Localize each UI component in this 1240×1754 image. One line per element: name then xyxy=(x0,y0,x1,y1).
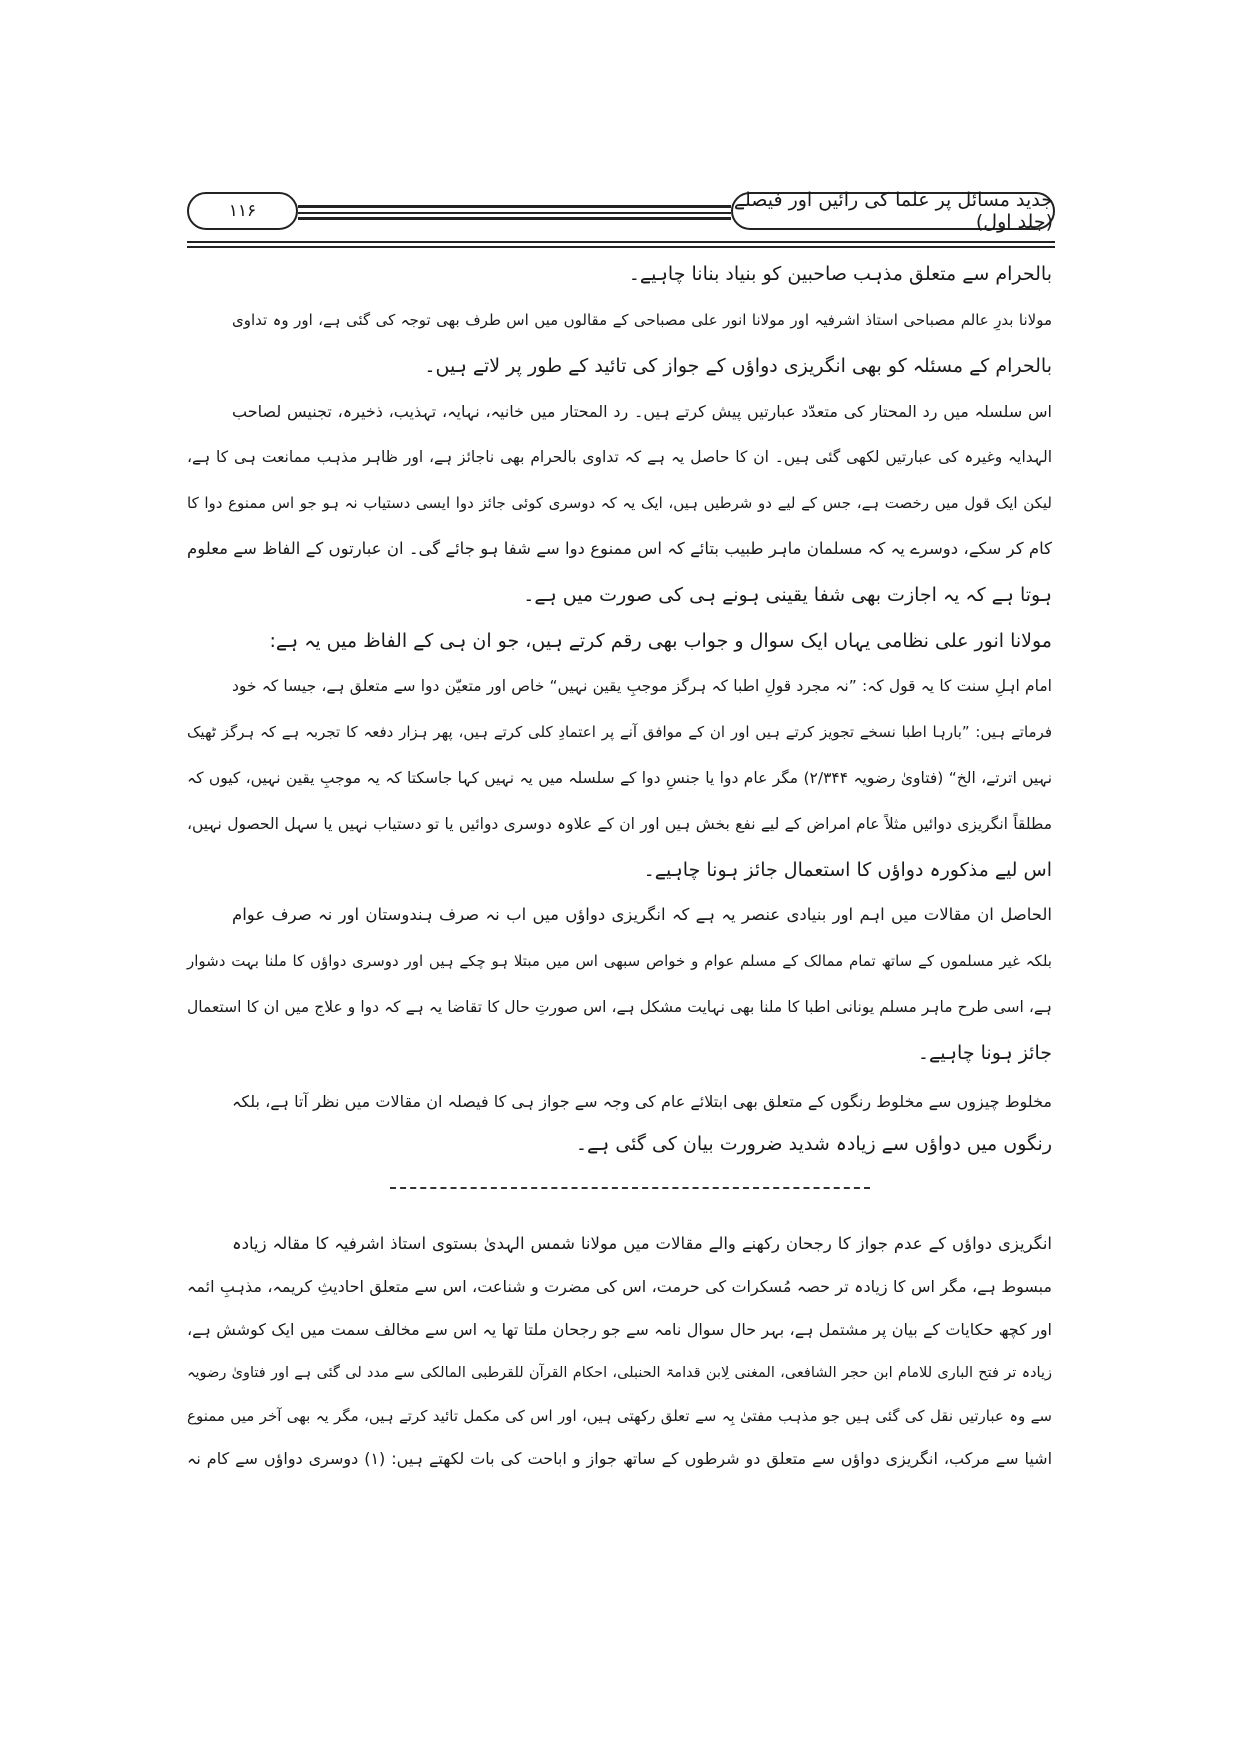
paragraph-first-line: اس سلسلہ میں رد المحتار کی متعدّد عبارتیں پیش کرتے ہیں۔ رد المحتار میں خانیہ، نہایہ، تہذیب، ذخیرہ، تجنیس لصاحب xyxy=(232,402,1052,421)
text-line: بالحرام کے مسئلہ کو بھی انگریزی دواؤں کے جواز کی تائید کے طور پر لاتے ہیں۔ xyxy=(424,355,1052,377)
paragraph-first-line: مخلوط چیزوں سے مخلوط رنگوں کے متعلق بھی ابتلائے عام کی وجہ سے جواز ہی کا فیصلہ ان مقالات میں نظر آتا ہے، بلکہ xyxy=(232,1092,1052,1111)
header-underline xyxy=(187,241,1055,243)
text-line: زیادہ تر فتح الباری للامام ابن حجر الشافعی، المغنی لِابن قدامۃ الحنبلی، احکام القرآن للقرطبی المالکی سے مدد لی گئی ہے اور فتاویٰ رضویہ xyxy=(187,1365,1052,1381)
paragraph-first-line: امام اہلِ سنت کا یہ قول کہ: ”نہ مجرد قولِ اطبا کہ ہرگز موجبِ یقین نہیں“ خاص اور متعیّن دوا سے متعلق ہے، جیسا کہ خود xyxy=(232,677,1052,695)
text-line: اس لیے مذکورہ دواؤں کا استعمال جائز ہونا چاہیے۔ xyxy=(643,859,1052,881)
text-line: ہوتا ہے کہ یہ اجازت بھی شفا یقینی ہونے ہی کی صورت میں ہے۔ xyxy=(523,584,1052,606)
page-number: ۱۱۶ xyxy=(187,192,298,230)
paragraph-first-line: انگریزی دواؤں کے عدم جواز کا رجحان رکھنے والے مقالات میں مولانا شمس الہدیٰ بستوی استاذ اشرفیہ کا مقالہ زیادہ xyxy=(232,1234,1052,1253)
header-rule xyxy=(298,205,731,208)
section-divider xyxy=(390,1187,870,1189)
text-line: فرماتے ہیں: ”بارہا اطبا نسخے تجویز کرتے ہیں اور ان کے موافق آنے پر اعتمادِ کلی کرتے ہیں، پھر ہزار دفعہ کا تجربہ ہے کہ ہرگز ٹھیک xyxy=(187,723,1052,741)
paragraph-first-line: مولانا انور علی نظامی یہاں ایک سوال و جواب بھی رقم کرتے ہیں، جو ان ہی کے الفاظ میں یہ ہے: xyxy=(269,630,1052,652)
running-title: جدید مسائل پر علما کی رائیں اور فیصلے (جلد اول) xyxy=(731,192,1055,230)
text-line: اشیا سے مرکب، انگریزی دواؤں سے متعلق دو شرطوں کے ساتھ جواز و اباحت کی بات لکھتے ہیں: (۱) دوسری دواؤں سے کام نہ xyxy=(187,1449,1053,1468)
text-line: سے وہ عبارتیں نقل کی گئی ہیں جو مذہب مفتیٰ بِہ سے تعلق رکھتی ہیں، اور اس کی مکمل تائید کرتے ہیں، مگر یہ بھی آخر میں ممنوع xyxy=(187,1407,1052,1425)
text-line: رنگوں میں دواؤں سے زیادہ شدید ضرورت بیان کی گئی ہے۔ xyxy=(575,1133,1052,1155)
text-line: نہیں اترتے، الخ“ (فتاویٰ رضویہ ۲/۳۴۴) مگر عام دوا یا جنسِ دوا کے سلسلہ میں یہ نہیں کہا جاسکتا کہ یہ موجبِ یقین نہیں، کیوں کہ xyxy=(187,769,1053,787)
text-line: الہدایہ وغیرہ کی عبارتیں لکھی گئی ہیں۔ ان کا حاصل یہ ہے کہ تداوی بالحرام بھی ناجائز ہے، اور ظاہر مذہب ممانعت ہی کا ہے، xyxy=(187,448,1052,466)
text-line: جائز ہونا چاہیے۔ xyxy=(917,1042,1052,1064)
text-line: کام کر سکے، دوسرے یہ کہ مسلمان ماہر طبیب بتائے کہ اس ممنوع دوا سے شفا ہو جائے گی۔ ان عبارتوں کے الفاظ سے معلوم xyxy=(187,539,1052,558)
text-line: اور کچھ حکایات کے بیان پر مشتمل ہے، بہر حال سوال نامہ سے جو رجحان ملتا تھا یہ اس سے مخالف سمت میں ایک کوشش ہے، xyxy=(187,1320,1052,1339)
text-line: مطلقاً انگریزی دوائیں مثلاً عام امراض کے لیے نفع بخش ہیں اور ان کے علاوہ دوسری دوائیں یا تو دستیاب نہیں یا سہل الحصول نہیں، xyxy=(187,815,1052,833)
header-rule xyxy=(298,212,731,214)
text-line: ہے، اسی طرح ماہر مسلم یونانی اطبا کا ملنا بھی نہایت مشکل ہے، اس صورتِ حال کا تقاضا یہ ہے کہ دوا و علاج میں ان کا استعمال xyxy=(187,998,1052,1016)
text-line: لیکن ایک قول میں رخصت ہے، جس کے لیے دو شرطیں ہیں، ایک یہ کہ دوسری کوئی جائز دوا ایسی دستیاب نہ ہو جو اس ممنوع دوا کا xyxy=(187,494,1052,512)
text-line: مبسوط ہے، مگر اس کا زیادہ تر حصہ مُسکرات کی حرمت، اس کی مضرت و شناعت، اس سے متعلق احادیثِ کریمہ، مذہبِ ائمہ xyxy=(187,1277,1052,1296)
header-rule xyxy=(298,217,731,220)
text-line: بلکہ غیر مسلموں کے ساتھ تمام ممالک کے مسلم عوام و خواص سبھی اس میں مبتلا ہو چکے ہیں اور دوسری دواؤں کا ملنا بہت دشوار xyxy=(187,952,1052,970)
header-underline xyxy=(187,246,1055,248)
paragraph-first-line: الحاصل ان مقالات میں اہم اور بنیادی عنصر یہ ہے کہ انگریزی دواؤں میں اب نہ صرف ہندوستان اور نہ صرف عوام xyxy=(232,905,1052,924)
paragraph-first-line: مولانا بدرِ عالم مصباحی استاذ اشرفیہ اور مولانا انور علی مصباحی کے مقالوں میں اس طرف بھی توجہ کی گئی ہے، اور وہ تداوی xyxy=(232,311,1052,329)
text-line: بالحرام سے متعلق مذہب صاحبین کو بنیاد بنانا چاہیے۔ xyxy=(628,263,1052,285)
